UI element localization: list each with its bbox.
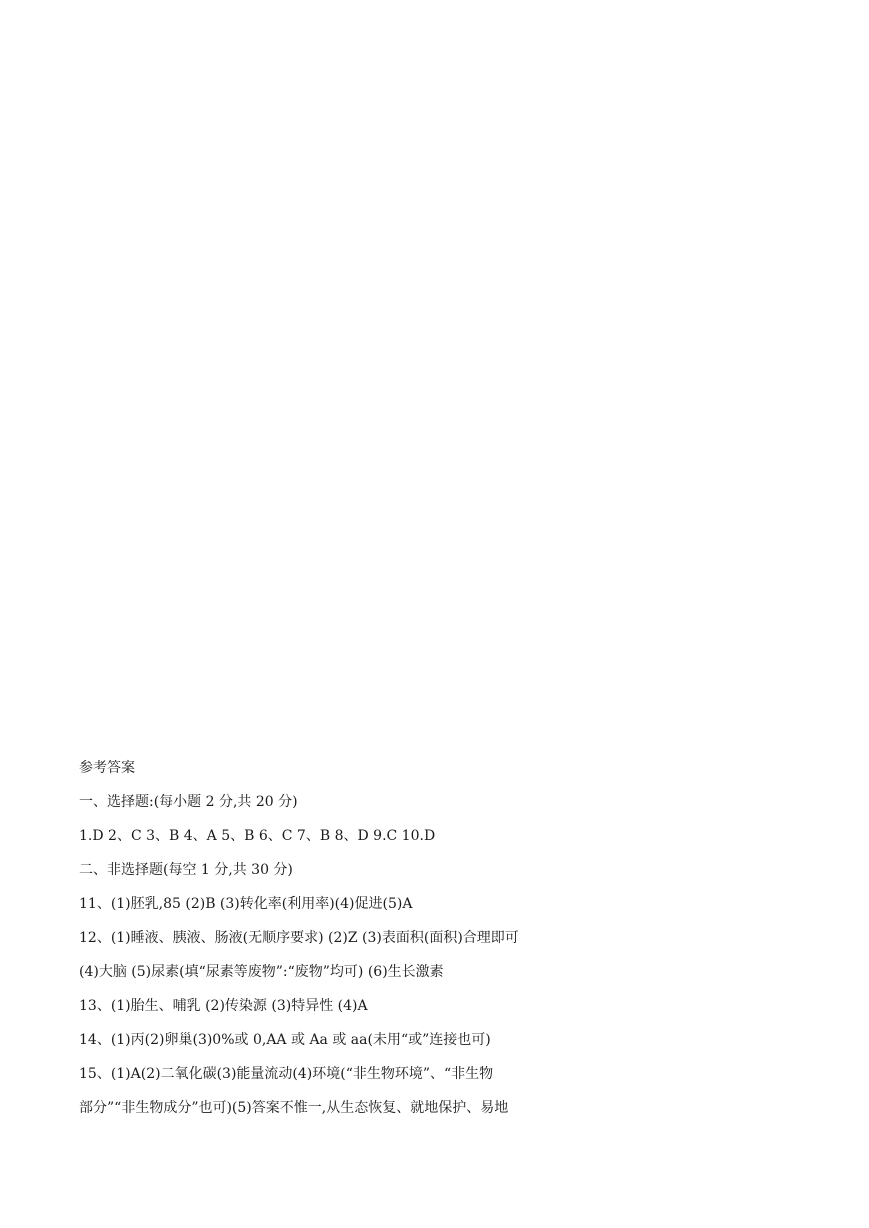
answer-15: 15、(1)A(2)二氧化碳(3)能量流动(4)环境(“非生物环境”、“非生物 [79,1066,494,1082]
answer-11: 11、(1)胚乳,85 (2)B (3)转化率(利用率)(4)促进(5)A [79,896,413,912]
choice-answers: 1.D 2、C 3、B 4、A 5、B 6、C 7、B 8、D 9.C 10.D [79,828,436,844]
answer-12-continued: (4)大脑 (5)尿素(填“尿素等废物”:“废物”均可) (6)生长激素 [79,964,444,980]
answer-13: 13、(1)胎生、哺乳 (2)传染源 (3)特异性 (4)A [79,998,368,1014]
answer-15-continued: 部分”“非生物成分”也可)(5)答案不惟一,从生态恢复、就地保护、易地 [79,1100,509,1116]
section-choice-heading: 一、选择题:(每小题 2 分,共 20 分) [79,794,298,810]
answer-key [79,758,779,1132]
answer-12: 12、(1)睡液、胰液、肠液(无顺序要求) (2)Z (3)表面积(面积)合理即可 [79,930,519,946]
answer-14: 14、(1)丙(2)卵巢(3)0%或 0,AA 或 Aa 或 aa(未用“或”连接也可) [79,1032,491,1048]
answer-title: 参考答案 [79,760,135,776]
section-nonchoice-heading: 二、非选择题(每空 1 分,共 30 分) [79,862,293,878]
